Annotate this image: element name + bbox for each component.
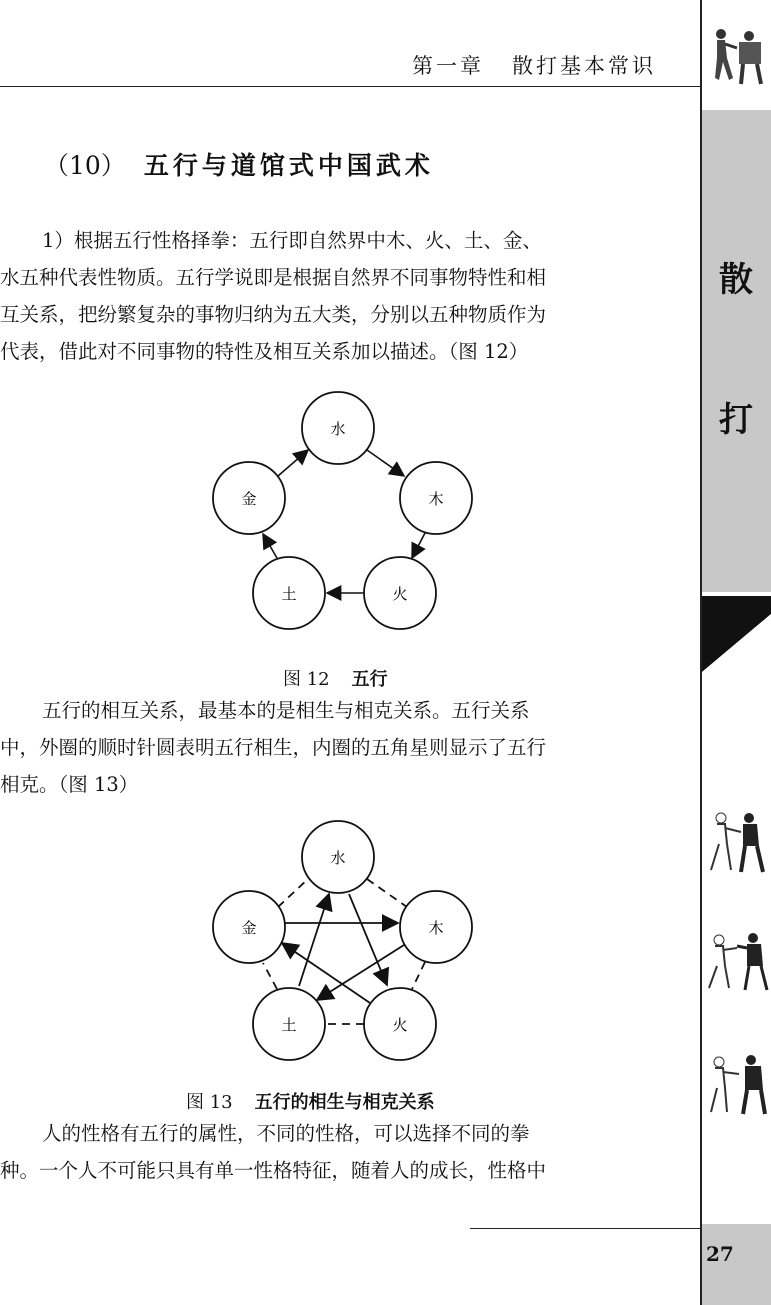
paragraph-1-line: 代表，借此对不同事物的特性及相互关系加以描述。（图 12） [0, 340, 529, 363]
fig12-label-earth: 土 [281, 585, 297, 603]
fig13-label-water: 水 [330, 849, 346, 867]
running-header-chapter: 第一章 [412, 54, 484, 78]
figure-12-caption [283, 665, 388, 691]
paragraph-3-line: 人的性格有五行的属性，不同的性格，可以选择不同的拳 [42, 1122, 530, 1145]
figure-13-caption-number: 图 13 [186, 1092, 233, 1113]
paragraph-1-line: 互关系，把纷繁复杂的事物归纳为五大类，分别以五种物质作为 [0, 303, 547, 326]
fighters-illustration-top [703, 26, 767, 88]
paragraph-3-line: 种。一个人不可能只具有单一性格特征，随着人的成长，性格中 [0, 1159, 547, 1182]
fig13-dash-wood-fire [412, 962, 425, 989]
fig12-label-metal: 金 [241, 490, 257, 508]
fighters-illustration-2 [703, 928, 769, 998]
paragraph-3 [0, 1115, 690, 1189]
paragraph-2-line: 相克。（图 13） [0, 773, 139, 796]
fig13-label-wood: 木 [428, 919, 444, 937]
paragraph-2 [0, 692, 690, 803]
section-heading: 五行与道馆式中国武术 [143, 151, 434, 180]
fig12-arrow-wood-fire [412, 533, 425, 558]
fig12-arrow-water-wood [367, 450, 404, 476]
page-number: 27 [706, 1242, 734, 1266]
fig13-label-earth: 土 [281, 1016, 297, 1034]
figure-12-caption-number: 图 12 [283, 669, 330, 690]
figure-12-diagram [205, 388, 485, 638]
fig12-arrow-earth-metal [263, 534, 277, 558]
figure-13-caption-text: 五行的相生与相克关系 [254, 1092, 435, 1113]
fig12-arrow-metal-water [278, 450, 308, 476]
paragraph-1 [0, 222, 690, 370]
footer-rule [470, 1228, 702, 1229]
fig13-dash-earth-metal [263, 963, 277, 989]
paragraph-2-line: 中，外圈的顺时针圆表明五行相生，内圈的五角星则显示了五行 [0, 736, 547, 759]
fig12-label-water: 水 [330, 420, 346, 438]
fig12-label-fire: 火 [392, 585, 408, 603]
fig13-label-fire: 火 [392, 1016, 408, 1034]
side-tab-char-da: 打 [719, 400, 753, 440]
running-header [412, 50, 656, 80]
section-title [44, 146, 434, 182]
fig13-label-metal: 金 [241, 919, 257, 937]
paragraph-1-line: 水五种代表性物质。五行学说即是根据自然界不同事物特性和相 [0, 266, 547, 289]
figure-13-caption [186, 1088, 435, 1114]
fig13-arrow-water-fire [349, 894, 387, 985]
section-number: （10） [44, 151, 126, 180]
fig13-dash-water-wood [367, 879, 407, 907]
fig13-dash-metal-water [278, 879, 308, 907]
header-rule [0, 86, 700, 87]
fighters-illustration-3 [703, 1050, 769, 1120]
fig12-label-wood: 木 [428, 490, 444, 508]
side-tab-gray-band [702, 110, 771, 592]
figure-13-diagram [205, 817, 485, 1072]
fighters-illustration-1 [703, 808, 769, 878]
running-header-title: 散打基本常识 [512, 54, 656, 78]
side-tab-char-san: 散 [719, 260, 753, 300]
paragraph-2-line: 五行的相互关系，最基本的是相生与相克关系。五行关系 [42, 699, 530, 722]
side-wedge-graphic [702, 596, 771, 672]
paragraph-1-line: 1）根据五行性格择拳：五行即自然界中木、火、土、金、 [42, 229, 542, 252]
figure-12-caption-text: 五行 [351, 669, 388, 690]
